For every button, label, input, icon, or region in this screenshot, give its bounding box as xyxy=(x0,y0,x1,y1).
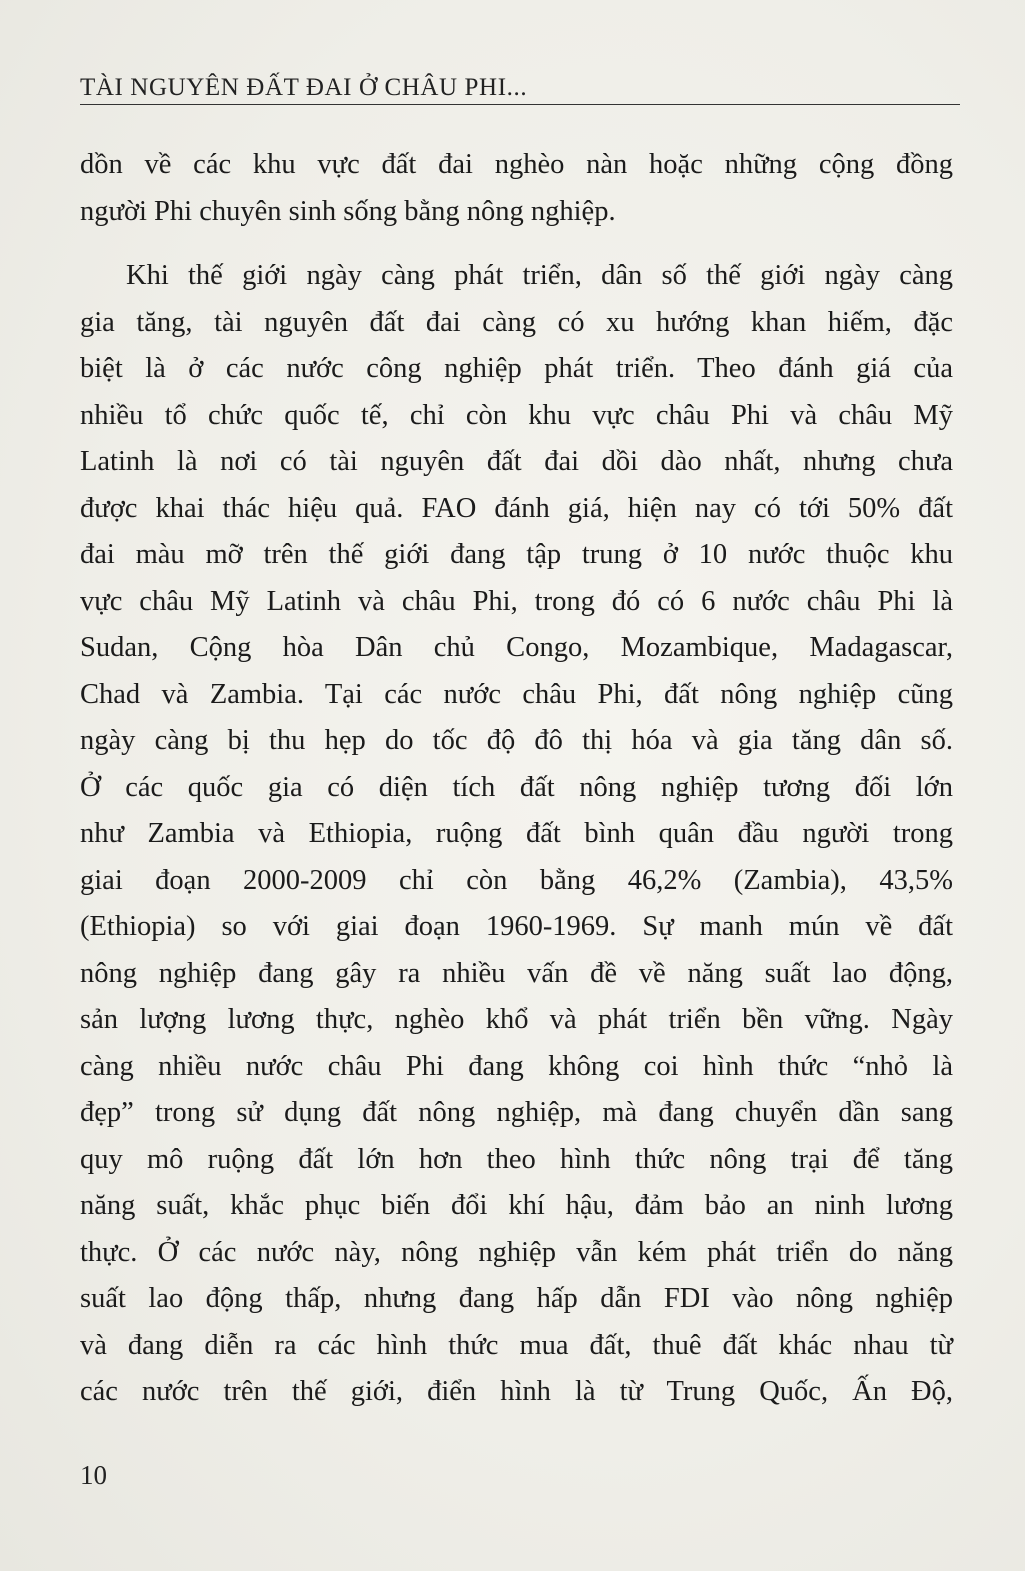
text-line: Chad và Zambia. Tại các nước châu Phi, đất nông nghiệp cũng xyxy=(80,678,953,710)
text-line: Sudan, Cộng hòa Dân chủ Congo, Mozambique, Madagascar, xyxy=(80,632,953,663)
text-line: Latinh là nơi có tài nguyên đất đai dồi dào nhất, nhưng chưa xyxy=(80,446,953,477)
text-line: biệt là ở các nước công nghiệp phát triển. Theo đánh giá của xyxy=(80,353,953,384)
text-line: các nước trên thế giới, điển hình là từ Trung Quốc, Ấn Độ, xyxy=(80,1376,953,1407)
text-line: nhiều tổ chức quốc tế, chỉ còn khu vực châu Phi và châu Mỹ xyxy=(80,399,953,431)
text-line: nông nghiệp đang gây ra nhiều vấn đề về năng suất lao động, xyxy=(80,957,953,989)
text-line: đai màu mỡ trên thế giới đang tập trung ở 10 nước thuộc khu xyxy=(80,539,953,570)
text-line: đẹp” trong sử dụng đất nông nghiệp, mà đang chuyển dần sang xyxy=(80,1097,953,1128)
text-line: được khai thác hiệu quả. FAO đánh giá, hiện nay có tới 50% đất xyxy=(80,492,953,524)
text-line: ngày càng bị thu hẹp do tốc độ đô thị hóa và gia tăng dân số. xyxy=(80,725,953,756)
text-line: Ở các quốc gia có diện tích đất nông nghiệp tương đối lớn xyxy=(80,771,953,803)
text-line: gia tăng, tài nguyên đất đai càng có xu hướng khan hiếm, đặc xyxy=(80,306,953,338)
text-line: sản lượng lương thực, nghèo khổ và phát triển bền vững. Ngày xyxy=(80,1004,953,1035)
text-line: dồn về các khu vực đất đai nghèo nàn hoặc những cộng đồng xyxy=(80,149,953,180)
text-line: và đang diễn ra các hình thức mua đất, thuê đất khác nhau từ xyxy=(80,1329,953,1361)
text-line: năng suất, khắc phục biến đổi khí hậu, đảm bảo an ninh lương xyxy=(80,1190,953,1221)
text-line: giai đoạn 2000-2009 chỉ còn bằng 46,2% (Zambia), 43,5% xyxy=(80,864,953,896)
text-line: Khi thế giới ngày càng phát triển, dân số thế giới ngày càng xyxy=(126,260,953,291)
text-line: suất lao động thấp, nhưng đang hấp dẫn FDI vào nông nghiệp xyxy=(80,1283,953,1314)
body-text xyxy=(80,142,953,1416)
text-line: thực. Ở các nước này, nông nghiệp vẫn kém phát triển do năng xyxy=(80,1236,953,1268)
header-rule xyxy=(80,104,960,105)
text-line: quy mô ruộng đất lớn hơn theo hình thức nông trại để tăng xyxy=(80,1143,953,1175)
text-line: càng nhiều nước châu Phi đang không coi hình thức “nhỏ là xyxy=(80,1050,953,1082)
text-line: (Ethiopia) so với giai đoạn 1960-1969. Sự manh mún về đất xyxy=(80,911,953,942)
running-header: TÀI NGUYÊN ĐẤT ĐAI Ở CHÂU PHI... xyxy=(80,74,528,101)
paragraph-gap xyxy=(80,235,953,253)
text-line: người Phi chuyên sinh sống bằng nông nghiệp. xyxy=(80,195,616,227)
text-line: vực châu Mỹ Latinh và châu Phi, trong đó có 6 nước châu Phi là xyxy=(80,585,953,617)
page-number: 10 xyxy=(80,1460,107,1490)
text-line: như Zambia và Ethiopia, ruộng đất bình quân đầu người trong xyxy=(80,818,953,849)
